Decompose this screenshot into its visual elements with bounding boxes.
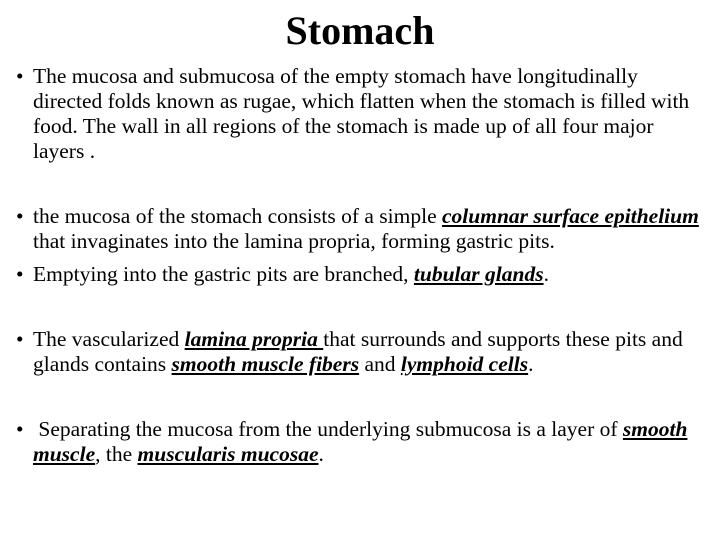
bullet-text [33,417,687,466]
term-link[interactable]: tubular glands [413,262,544,286]
text-segment: Separating the mucosa from the underlying submucosa is a layer of [33,417,623,441]
bullet-dot: • [16,262,24,286]
text-segment: and [359,352,401,376]
bullet-dot: • [16,417,24,441]
term-link[interactable]: columnar surface epithelium [442,204,699,228]
bullet-item [16,64,706,164]
term-link[interactable]: lymphoid cells [400,352,529,376]
slide-title: Stomach [285,8,435,53]
text-segment: that surrounds and supports these pits and glands contains [33,327,683,376]
text-segment: , the [95,442,138,466]
bullet-dot: • [16,64,24,88]
bullet-item [16,327,706,377]
bullet-text [33,64,689,163]
text-segment: The mucosa and submucosa of the empty stomach have longitudinally directed folds known as rugae, which flatten when the stomach is filled with food. The wall in all regions of the stomach is made up of all four major layers . [33,64,690,163]
bullet-item [16,262,706,287]
text-segment: the mucosa of the stomach consists of a simple [33,204,443,228]
bullet-text [33,327,683,376]
term-link[interactable]: smooth muscle fibers [171,352,360,376]
text-segment: The vascularized [33,327,185,351]
text-segment: . [543,262,549,286]
term-link[interactable]: muscularis mucosae [137,442,319,466]
bullet-list [16,64,706,467]
text-segment: . [528,352,534,376]
bullet-text [33,204,699,253]
bullet-text [33,262,549,286]
bullet-item [16,417,706,467]
bullet-dot: • [16,204,24,228]
term-link[interactable]: smooth muscle [33,417,688,466]
bullet-item [16,204,706,254]
text-segment: that invaginates into the lamina propria, forming gastric pits. [33,229,555,253]
text-segment: Emptying into the gastric pits are branched, [33,262,414,286]
bullet-dot: • [16,327,24,351]
text-segment: . [318,442,324,466]
term-link[interactable]: lamina propria [184,327,324,351]
